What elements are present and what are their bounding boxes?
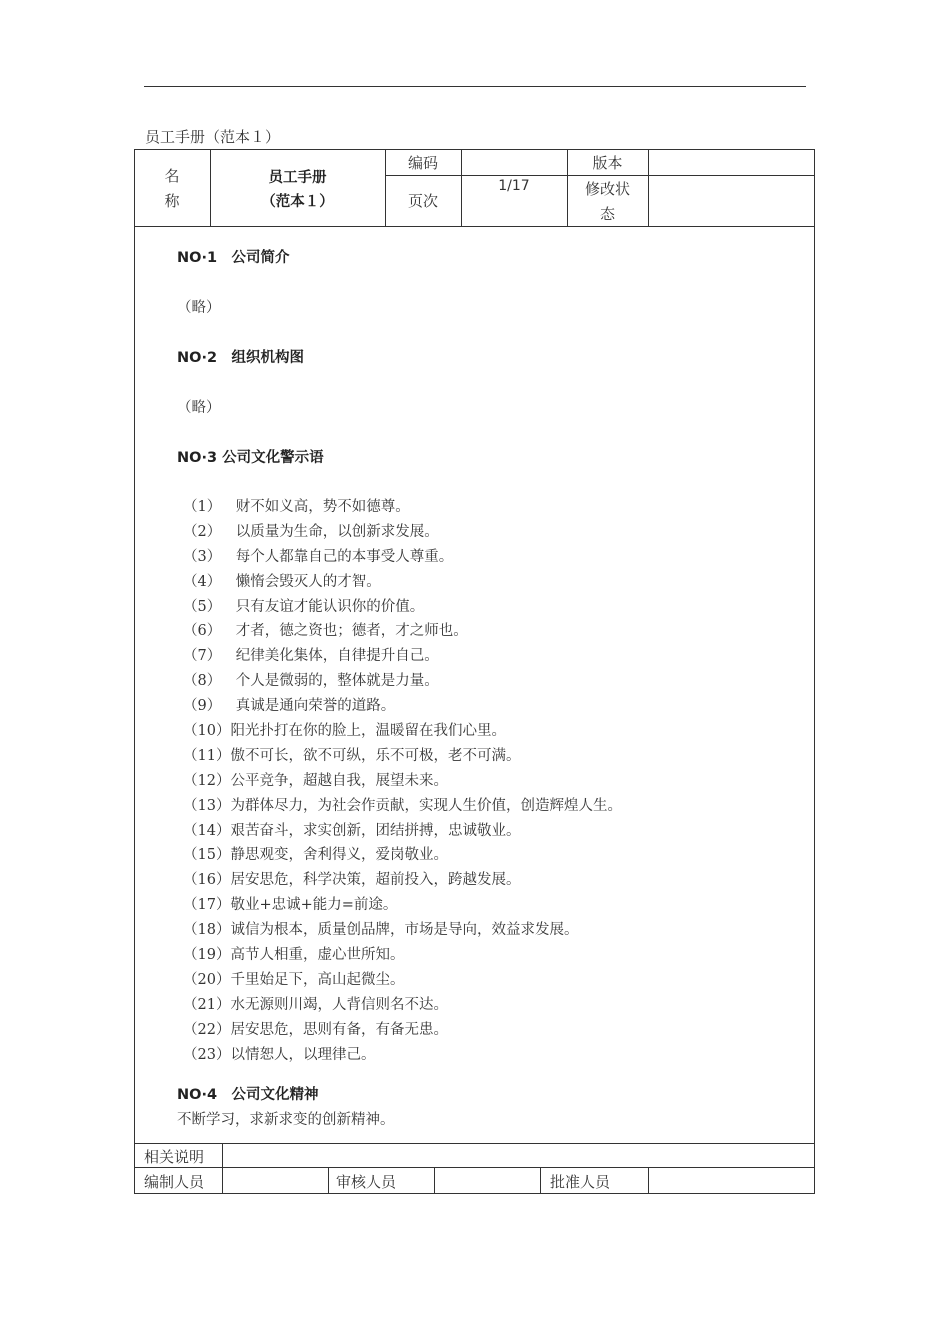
- motto-item: [177, 669, 777, 694]
- motto-text: 为群体尽力，为社会作贡献，实现人生价值，创造辉煌人生。: [230, 797, 622, 814]
- motto-item: [177, 520, 777, 545]
- motto-text: 以质量为生命，以创新求发展。: [221, 523, 439, 540]
- motto-number: （14）: [183, 822, 231, 839]
- motto-item: [177, 694, 777, 719]
- motto-number: （22）: [183, 1021, 231, 1038]
- motto-number: （1）: [183, 499, 222, 515]
- name-label-line1: 名: [164, 167, 180, 185]
- grid-line: [648, 149, 649, 226]
- section-heading-company-intro: NO·1 公司简介: [177, 250, 290, 266]
- motto-number: （6）: [183, 623, 222, 640]
- motto-number: （5）: [183, 598, 222, 615]
- motto-text: 居安思危，思则有备，有备无患。: [230, 1021, 448, 1038]
- motto-item: [177, 769, 777, 794]
- motto-item: [177, 619, 777, 644]
- motto-number: （15）: [183, 847, 231, 864]
- motto-item: [177, 794, 777, 819]
- motto-item: [177, 570, 777, 595]
- section-body-culture-spirit: 不断学习，求新求变的创新精神。: [177, 1112, 395, 1129]
- grid-line: [134, 1143, 815, 1144]
- motto-number: （8）: [183, 673, 222, 690]
- section-body-company-intro: （略）: [177, 300, 221, 316]
- motto-number: （2）: [183, 523, 222, 540]
- motto-list: [177, 495, 777, 1067]
- motto-number: （21）: [183, 996, 231, 1013]
- motto-item: [177, 595, 777, 620]
- motto-number: （9）: [183, 698, 222, 715]
- section-heading-org-chart: NO·2 组织机构图: [177, 350, 305, 366]
- section-body-org-chart: （略）: [177, 400, 221, 416]
- page-label: 页次: [407, 192, 438, 210]
- motto-text: 敬业+忠诚+能力=前途。: [230, 897, 398, 914]
- grid-line: [434, 1167, 435, 1194]
- grid-line: [134, 226, 815, 227]
- revision-label-line2: 态: [599, 205, 615, 223]
- header-rule: [144, 86, 806, 87]
- motto-text: 水无源则川竭，人背信则名不达。: [230, 996, 448, 1013]
- motto-item: [177, 943, 777, 968]
- prepared-by-label: 编制人员: [144, 1173, 205, 1191]
- motto-text: 千里始足下，高山起微尘。: [230, 971, 405, 988]
- grid-line: [385, 175, 815, 176]
- name-label-line2: 称: [164, 192, 180, 210]
- motto-item: [177, 968, 777, 993]
- motto-item: [177, 893, 777, 918]
- motto-item: [177, 545, 777, 570]
- motto-item: [177, 1043, 777, 1068]
- motto-text: 财不如义高，势不如德尊。: [221, 499, 410, 515]
- version-label: 版本: [592, 154, 623, 172]
- motto-text: 高节人相重，虚心世所知。: [230, 947, 405, 964]
- motto-item: [177, 644, 777, 669]
- grid-line: [210, 149, 211, 226]
- motto-item: [177, 918, 777, 943]
- motto-number: （4）: [183, 573, 222, 590]
- motto-number: （12）: [183, 772, 231, 789]
- motto-item: [177, 819, 777, 844]
- motto-number: （19）: [183, 947, 231, 964]
- motto-text: 静思观变，舍利得义，爱岗敬业。: [230, 847, 448, 864]
- code-label: 编码: [407, 154, 438, 172]
- motto-text: 傲不可长，欲不可纵，乐不可极，老不可满。: [230, 747, 521, 764]
- document-title: 员工手册（范本１）: [145, 128, 281, 146]
- motto-number: （18）: [183, 922, 231, 939]
- motto-text: 阳光扑打在你的脸上，温暖留在我们心里。: [230, 723, 506, 740]
- grid-line: [648, 1167, 649, 1194]
- approved-by-label: 批准人员: [550, 1173, 611, 1191]
- grid-line: [222, 1143, 223, 1194]
- motto-item: [177, 719, 777, 744]
- name-value-line1: 员工手册: [268, 170, 327, 186]
- motto-item: [177, 495, 777, 520]
- grid-line: [134, 1167, 815, 1168]
- motto-number: （17）: [183, 897, 231, 914]
- page-value: 1/17: [498, 178, 530, 194]
- motto-item: [177, 993, 777, 1018]
- motto-text: 居安思危，科学决策，超前投入，跨越发展。: [230, 872, 521, 889]
- motto-text: 艰苦奋斗，求实创新，团结拼搏，忠诚敬业。: [230, 822, 521, 839]
- revision-label-line1: 修改状: [584, 180, 630, 198]
- motto-number: （11）: [183, 747, 231, 764]
- notes-label: 相关说明: [144, 1148, 205, 1166]
- motto-number: （20）: [183, 971, 231, 988]
- motto-text: 个人是微弱的，整体就是力量。: [221, 673, 439, 690]
- motto-text: 才者，德之资也；德者，才之师也。: [221, 623, 468, 640]
- section-heading-culture-spirit: NO·4 公司文化精神: [177, 1087, 319, 1104]
- grid-line: [540, 1167, 541, 1194]
- document-body: [177, 248, 777, 1130]
- motto-text: 纪律美化集体，自律提升自己。: [221, 648, 439, 665]
- motto-number: （13）: [183, 797, 231, 814]
- reviewed-by-label: 审核人员: [336, 1173, 397, 1191]
- motto-text: 以情恕人，以理律己。: [230, 1046, 376, 1063]
- motto-text: 只有友谊才能认识你的价值。: [221, 598, 425, 615]
- section-heading-culture-mottos: NO·3 公司文化警示语: [177, 450, 324, 466]
- motto-text: 诚信为根本，质量创品牌，市场是导向，效益求发展。: [230, 922, 579, 939]
- motto-text: 真诚是通向荣誉的道路。: [221, 698, 396, 715]
- name-value-line2: （范本１）: [261, 194, 334, 210]
- motto-item: [177, 744, 777, 769]
- motto-text: 懒惰会毁灭人的才智。: [221, 573, 381, 590]
- motto-item: [177, 868, 777, 893]
- motto-item: [177, 843, 777, 868]
- motto-number: （23）: [183, 1046, 231, 1063]
- motto-item: [177, 1018, 777, 1043]
- motto-number: （7）: [183, 648, 222, 665]
- motto-number: （10）: [183, 723, 231, 740]
- motto-text: 每个人都靠自己的本事受人尊重。: [221, 548, 454, 565]
- motto-number: （3）: [183, 548, 222, 565]
- motto-number: （16）: [183, 872, 231, 889]
- grid-line: [328, 1167, 329, 1194]
- motto-text: 公平竞争，超越自我，展望未来。: [230, 772, 448, 789]
